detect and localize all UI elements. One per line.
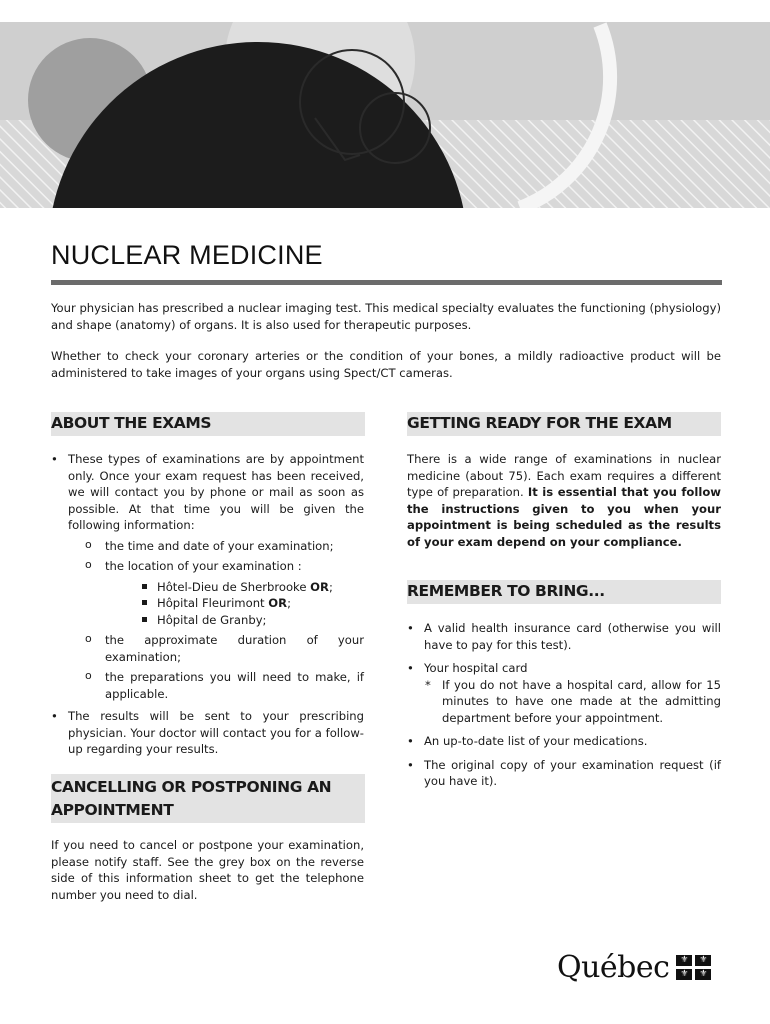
about-bullet-appointment-text: These types of examinations are by appointment only. Once your exam request has been received, we will contact you by phone or mail as soon as possible. At that time you will be given the following information: bbox=[68, 452, 364, 532]
hospital-or: OR bbox=[268, 596, 288, 610]
hospital-name: Hôpital Fleurimont bbox=[157, 596, 269, 610]
page-title: NUCLEAR MEDICINE bbox=[51, 240, 323, 270]
cancelling-heading bbox=[51, 774, 365, 823]
cancelling-section bbox=[51, 837, 364, 903]
hospital-name: Hôpital de Granby; bbox=[157, 612, 267, 627]
sub-item-duration: o the approximate duration of your examination; bbox=[68, 632, 364, 665]
sub-item-location bbox=[68, 558, 364, 628]
bring-item-insurance: • A valid health insurance card (otherwise you will have to pay for this test). bbox=[407, 620, 721, 653]
about-exams-heading: ABOUT THE EXAMS bbox=[51, 412, 365, 436]
fleur-de-lis-icon: ⚜ bbox=[676, 955, 692, 966]
intro-paragraph-1: Your physician has prescribed a nuclear imaging test. This medical specialty evaluates the functioning (physiology) and shape (anatomy) of organs. It is also used for therapeutic purposes. bbox=[51, 301, 721, 332]
about-bullet-appointment bbox=[51, 451, 364, 702]
fleur-de-lis-icon: ⚜ bbox=[676, 969, 692, 980]
hospital-end: ; bbox=[287, 596, 291, 610]
getting-ready-plain: There is a wide range of examinations in nuclear medicine (about 75). Each exam requires a different type of preparation. bbox=[407, 452, 721, 499]
about-exams-section bbox=[51, 451, 364, 758]
about-bullet-results: • The results will be sent to your prescribing physician. Your doctor will contact you for a follow-up regarding your results. bbox=[51, 708, 364, 758]
bring-item-hospital-card-text: Your hospital card bbox=[424, 661, 528, 675]
title-divider bbox=[51, 280, 722, 285]
fleur-de-lis-icon: ⚜ bbox=[695, 955, 711, 966]
header-banner bbox=[0, 0, 770, 212]
remember-section bbox=[407, 620, 721, 797]
hospital-end: ; bbox=[328, 579, 333, 594]
cancelling-heading-line1: CANCELLING OR POSTPONING AN bbox=[51, 778, 332, 796]
bring-item-request: • The original copy of your examination request (if you have it). bbox=[407, 757, 721, 790]
getting-ready-bold: It is essential that you follow the instructions given to you when your appointment is being scheduled as the results of your exam depend on your compliance. bbox=[407, 485, 721, 549]
intro-paragraph-2: Whether to check your coronary arteries or the condition of your bones, a mildly radioactive product will be administered to take images of your organs using Spect/CT cameras. bbox=[51, 349, 721, 380]
hospital-name: Hôtel-Dieu de Sherbrooke bbox=[157, 579, 311, 594]
bring-item-hospital-card bbox=[407, 660, 721, 726]
getting-ready-heading: GETTING READY FOR THE EXAM bbox=[407, 412, 721, 436]
remember-heading: REMEMBER TO BRING... bbox=[407, 580, 721, 604]
quebec-flag-icon bbox=[676, 955, 711, 980]
cancelling-heading-line2: APPOINTMENT bbox=[51, 801, 174, 819]
sub-item-location-text: the location of your examination : bbox=[105, 559, 302, 573]
hospital-card-note: * If you do not have a hospital card, allow for 15 minutes to have one made at the admitting department before your appointment. bbox=[407, 677, 721, 727]
quebec-wordmark: Québec bbox=[557, 950, 670, 985]
bring-item-medications: • An up-to-date list of your medications. bbox=[407, 733, 721, 750]
sub-item-preparations: o the preparations you will need to make, if applicable. bbox=[68, 669, 364, 702]
sub-item-time: o the time and date of your examination; bbox=[68, 538, 364, 555]
cancelling-text: If you need to cancel or postpone your examination, please notify staff. See the grey box on the reverse side of this information sheet to get the telephone number you need to dial. bbox=[51, 838, 364, 902]
quebec-logo bbox=[557, 950, 711, 985]
fleur-de-lis-icon: ⚜ bbox=[695, 969, 711, 980]
getting-ready-text bbox=[407, 451, 721, 550]
getting-ready-section bbox=[407, 451, 721, 550]
hospital-or: OR bbox=[310, 579, 329, 594]
hospital-item bbox=[105, 612, 364, 629]
hospital-item bbox=[105, 579, 364, 596]
hospital-item bbox=[105, 595, 364, 612]
